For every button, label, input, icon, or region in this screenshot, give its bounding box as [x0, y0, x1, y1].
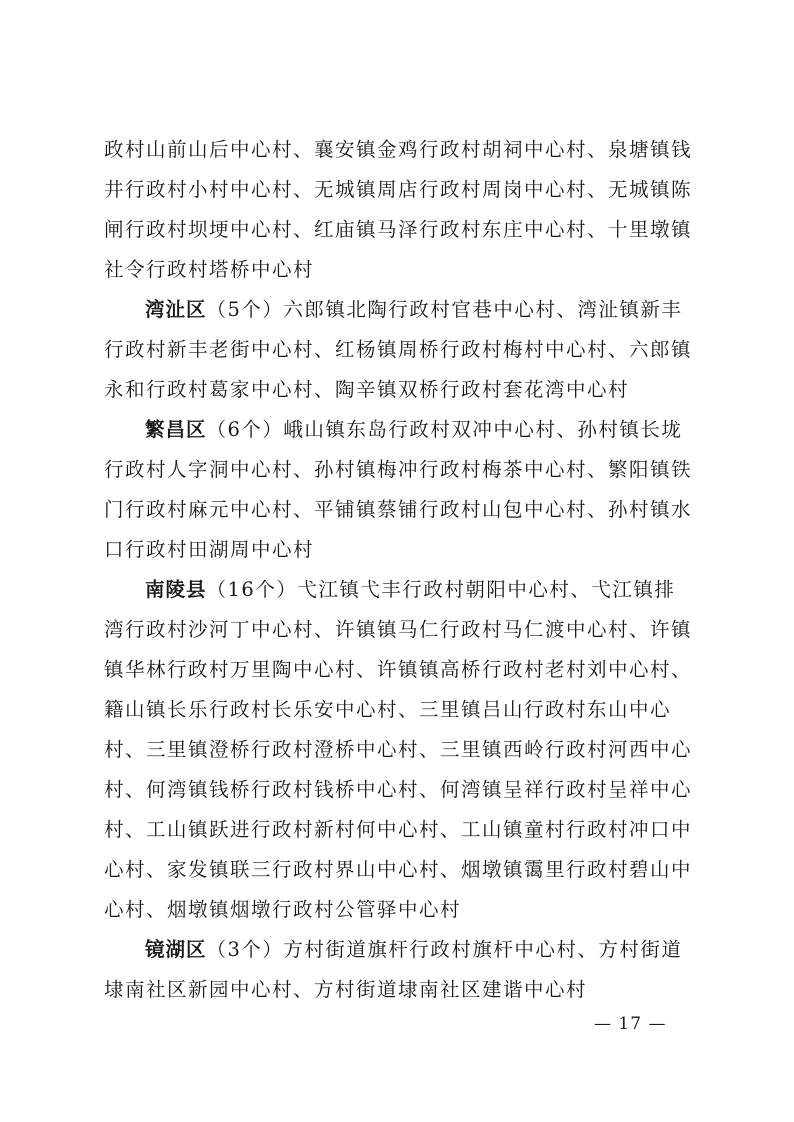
text-line: 政村山前山后中心村、襄安镇金鸡行政村胡祠中心村、泉塘镇钱	[104, 138, 693, 161]
section-heading: 繁昌区	[145, 418, 207, 441]
text-line: 心村、烟墩镇烟墩行政村公管驿中心村	[104, 898, 462, 921]
text-line: 村、何湾镇钱桥行政村钱桥中心村、何湾镇呈祥行政村呈祥中心	[104, 778, 693, 801]
text-line: 社令行政村塔桥中心村	[104, 258, 315, 281]
page-number: — 17 —	[594, 1014, 667, 1034]
text-line: 行政村人字洞中心村、孙村镇梅冲行政村梅茶中心村、繁阳镇铁	[104, 458, 693, 481]
section-heading: 镜湖区	[145, 938, 207, 961]
text-line: 埭南社区新园中心村、方村街道埭南社区建谐中心村	[104, 978, 588, 1001]
text-line: 心村、家发镇联三行政村界山中心村、烟墩镇霭里行政村碧山中	[104, 858, 693, 881]
text-line: 井行政村小村中心村、无城镇周店行政村周岗中心村、无城镇陈	[104, 178, 693, 201]
text-line: 行政村新丰老街中心村、红杨镇周桥行政村梅村中心村、六郎镇	[104, 338, 693, 361]
text-line: 镇华林行政村万里陶中心村、许镇镇高桥行政村老村刘中心村、	[104, 658, 693, 681]
section-heading: 南陵县	[145, 578, 207, 601]
text-line: 湾行政村沙河丁中心村、许镇镇马仁行政村马仁渡中心村、许镇	[104, 618, 693, 641]
paragraph-nanling: 南陵县（16个）弋江镇弋丰行政村朝阳中心村、弋江镇排	[145, 578, 676, 601]
text-line: 口行政村田湖周中心村	[104, 538, 315, 561]
text-line: 籍山镇长乐行政村长乐安中心村、三里镇吕山行政村东山中心	[104, 698, 672, 721]
text-line: 村、工山镇跃进行政村新村何中心村、工山镇童村行政村冲口中	[104, 818, 693, 841]
text-line: 永和行政村葛家中心村、陶辛镇双桥行政村套花湾中心村	[104, 378, 630, 401]
text-line: 门行政村麻元中心村、平铺镇蔡铺行政村山包中心村、孙村镇水	[104, 498, 693, 521]
paragraph-wanzhi: 湾沚区（5个）六郎镇北陶行政村官巷中心村、湾沚镇新丰	[145, 298, 683, 321]
paragraph-fanchang: 繁昌区（6个）峨山镇东岛行政村双冲中心村、孙村镇长垅	[145, 418, 683, 441]
paragraph-jinghu: 镜湖区（3个）方村街道旗杆行政村旗杆中心村、方村街道	[145, 938, 683, 961]
text-line: 闸行政村坝埂中心村、红庙镇马泽行政村东庄中心村、十里墩镇	[104, 218, 693, 241]
section-heading: 湾沚区	[145, 298, 207, 321]
text-line: 村、三里镇澄桥行政村澄桥中心村、三里镇西岭行政村河西中心	[104, 738, 693, 761]
